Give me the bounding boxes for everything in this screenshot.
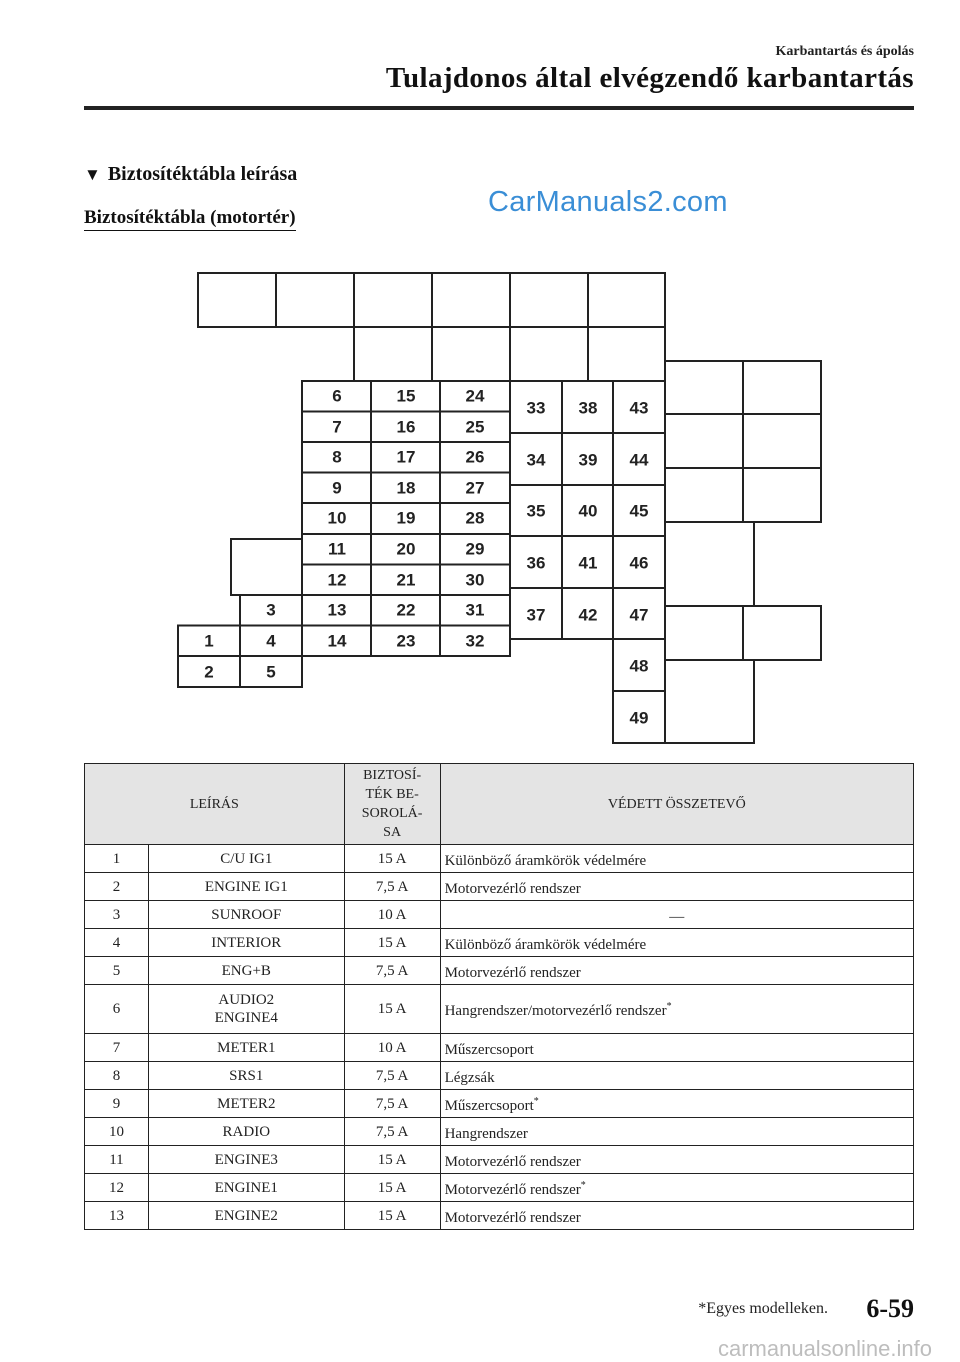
fuse-label: 47 — [629, 605, 649, 625]
fuse-label: 6 — [332, 386, 342, 406]
component-text: Motorvezérlő rendszer — [444, 1181, 581, 1198]
fuse-label: 36 — [526, 553, 546, 573]
fuse-label: 23 — [396, 631, 416, 651]
header-divider — [84, 106, 914, 110]
fuse-label: 30 — [465, 570, 485, 590]
page-title: Tulajdonos által elvégzendő karbantartás — [385, 62, 914, 94]
table-row — [85, 929, 914, 957]
fuse-label: 5 — [266, 662, 276, 682]
subsection-title: Biztosítéktábla (motortér) — [84, 207, 296, 231]
fuse-name: C/U IG1 — [148, 845, 344, 873]
fuse-name: ENGINE3 — [148, 1146, 344, 1174]
fuse-table — [84, 763, 914, 1230]
fuse-rating: 10 A — [344, 901, 440, 929]
header-description: LEÍRÁS — [85, 764, 345, 845]
fuse-rating: 15 A — [344, 929, 440, 957]
fuse-label: 33 — [526, 398, 546, 418]
fuse-number: 11 — [85, 1146, 149, 1174]
site-watermark: carmanualsonline.info — [717, 1336, 932, 1361]
fuse-label: 14 — [327, 631, 347, 651]
fuse-label: 32 — [465, 631, 485, 651]
fuse-label: 7 — [332, 417, 342, 437]
fuse-label: 8 — [332, 447, 342, 467]
fuse-name: ENGINE2 — [148, 1202, 344, 1230]
section-title-text: Biztosítéktábla leírása — [107, 163, 298, 185]
table-row — [85, 985, 914, 1034]
fuse-name: SUNROOF — [148, 901, 344, 929]
protected-component — [440, 845, 913, 873]
header-rating-line: SA — [383, 825, 402, 840]
fuse-label: 43 — [629, 398, 649, 418]
fuse-label: 12 — [327, 570, 347, 590]
protected-component — [440, 1118, 913, 1146]
table-header-row — [85, 764, 914, 845]
fuse-number: 13 — [85, 1202, 149, 1230]
fuse-label: 29 — [465, 539, 485, 559]
header-rating-line: BIZTOSÍ- — [363, 768, 422, 783]
fuse-rating: 7,5 A — [344, 1090, 440, 1118]
protected-component — [440, 873, 913, 901]
protected-component — [440, 1146, 913, 1174]
protected-component — [440, 1174, 913, 1202]
fuse-label: 46 — [629, 553, 649, 573]
fuse-label: 44 — [629, 450, 649, 470]
fuse-label: 16 — [396, 417, 416, 437]
fuse-rating: 15 A — [344, 985, 440, 1034]
protected-component — [440, 985, 913, 1034]
fuse-number: 1 — [85, 845, 149, 873]
component-text: ― — [669, 908, 685, 925]
chapter-label: Karbantartás és ápolás — [775, 44, 914, 59]
fuse-label: 21 — [396, 570, 416, 590]
fuse-label: 15 — [396, 386, 416, 406]
table-row — [85, 873, 914, 901]
fuse-label: 37 — [526, 605, 546, 625]
fuse-label: 49 — [629, 708, 649, 728]
table-row — [85, 1146, 914, 1174]
fuse-label: 25 — [465, 417, 485, 437]
table-row — [85, 1090, 914, 1118]
component-text: Műszercsoport — [444, 1041, 534, 1058]
watermark: CarManuals2.com — [488, 186, 728, 218]
fuse-label: 39 — [578, 450, 598, 470]
fuse-label: 9 — [332, 478, 342, 498]
fuse-rating: 10 A — [344, 1034, 440, 1062]
fuse-label: 41 — [578, 553, 598, 573]
fuse-label: 34 — [526, 450, 546, 470]
header-rating-line: TÉK BE- — [365, 787, 419, 802]
fuse-number: 7 — [85, 1034, 149, 1062]
protected-component — [440, 901, 913, 929]
fuse-name: SRS1 — [148, 1062, 344, 1090]
table-row — [85, 845, 914, 873]
fuse-name: INTERIOR — [148, 929, 344, 957]
footnote-mark: * — [580, 1179, 586, 1191]
component-text: Hangrendszer/motorvezérlő rendszer — [444, 1003, 667, 1019]
fuse-label: 2 — [204, 662, 214, 682]
fuse-label: 22 — [396, 600, 416, 620]
fuse-label: 13 — [327, 600, 347, 620]
fuse-label: 3 — [266, 600, 276, 620]
protected-component — [440, 957, 913, 985]
component-text: Műszercsoport — [444, 1097, 534, 1114]
fuse-number: 6 — [85, 985, 149, 1034]
fuse-label: 4 — [266, 631, 276, 651]
fuse-number: 10 — [85, 1118, 149, 1146]
component-text: Különböző áramkörök védelmére — [444, 936, 647, 953]
fuse-name: METER2 — [148, 1090, 344, 1118]
fuse-label: 24 — [465, 386, 485, 406]
component-text: Légzsák — [444, 1069, 495, 1086]
fuse-label: 11 — [328, 539, 346, 559]
fuse-name-line: AUDIO2 — [218, 992, 275, 1008]
table-row — [85, 1174, 914, 1202]
fuse-number: 3 — [85, 901, 149, 929]
fuse-number: 12 — [85, 1174, 149, 1202]
protected-component — [440, 929, 913, 957]
triangle-bullet-icon: ▼ — [84, 165, 101, 184]
table-row — [85, 1034, 914, 1062]
fuse-number: 2 — [85, 873, 149, 901]
footnote-mark: * — [666, 1001, 672, 1012]
fuse-label: 19 — [396, 508, 416, 528]
fuse-label: 17 — [396, 447, 416, 467]
fuse-label: 18 — [396, 478, 416, 498]
protected-component — [440, 1090, 913, 1118]
fuse-label: 35 — [526, 501, 546, 521]
header-component: VÉDETT ÖSSZETEVŐ — [440, 764, 913, 845]
fuse-name — [148, 985, 344, 1034]
fuse-rating: 7,5 A — [344, 1062, 440, 1090]
component-text: Motorvezérlő rendszer — [444, 880, 581, 897]
component-text: Motorvezérlő rendszer — [444, 964, 581, 981]
fuse-name: ENG+B — [148, 957, 344, 985]
component-text: Hangrendszer — [444, 1125, 528, 1142]
fuse-number: 8 — [85, 1062, 149, 1090]
protected-component — [440, 1202, 913, 1230]
protected-component — [440, 1062, 913, 1090]
fuse-name: ENGINE1 — [148, 1174, 344, 1202]
fuse-label: 1 — [204, 631, 214, 651]
fuse-rating: 15 A — [344, 845, 440, 873]
fuse-label: 26 — [465, 447, 485, 467]
section-title — [84, 163, 297, 186]
table-row — [85, 957, 914, 985]
fuse-name-line: ENGINE4 — [214, 1010, 278, 1026]
fuse-number: 5 — [85, 957, 149, 985]
table-row — [85, 901, 914, 929]
fuse-label: 40 — [578, 501, 598, 521]
fuse-label: 27 — [465, 478, 485, 498]
fuse-name: ENGINE IG1 — [148, 873, 344, 901]
table-row — [85, 1118, 914, 1146]
fuse-rating: 7,5 A — [344, 873, 440, 901]
fuse-rating: 15 A — [344, 1174, 440, 1202]
fuse-label: 38 — [578, 398, 598, 418]
table-row — [85, 1202, 914, 1230]
fuse-rating: 15 A — [344, 1146, 440, 1174]
component-text: Különböző áramkörök védelmére — [444, 852, 647, 869]
fuse-rating: 7,5 A — [344, 957, 440, 985]
header-rating-line: SOROLÁ- — [361, 806, 423, 821]
fuse-number: 4 — [85, 929, 149, 957]
component-text: Motorvezérlő rendszer — [444, 1209, 581, 1226]
fuse-label: 10 — [327, 508, 347, 528]
fuse-name: RADIO — [148, 1118, 344, 1146]
table-row — [85, 1062, 914, 1090]
fuse-label: 45 — [629, 501, 649, 521]
fuse-label: 31 — [465, 600, 485, 620]
fuse-number: 9 — [85, 1090, 149, 1118]
header-rating — [344, 764, 440, 845]
protected-component — [440, 1034, 913, 1062]
footnote-mark: * — [533, 1095, 539, 1107]
fuse-rating: 7,5 A — [344, 1118, 440, 1146]
fuse-name: METER1 — [148, 1034, 344, 1062]
fuse-label: 48 — [629, 656, 649, 676]
footnote: *Egyes modelleken. — [698, 1300, 828, 1317]
fuse-label: 42 — [578, 605, 598, 625]
fuse-label: 28 — [465, 508, 485, 528]
component-text: Motorvezérlő rendszer — [444, 1153, 581, 1170]
fuse-label: 20 — [396, 539, 416, 559]
fuse-rating: 15 A — [344, 1202, 440, 1230]
page-number: 6-59 — [866, 1294, 914, 1323]
